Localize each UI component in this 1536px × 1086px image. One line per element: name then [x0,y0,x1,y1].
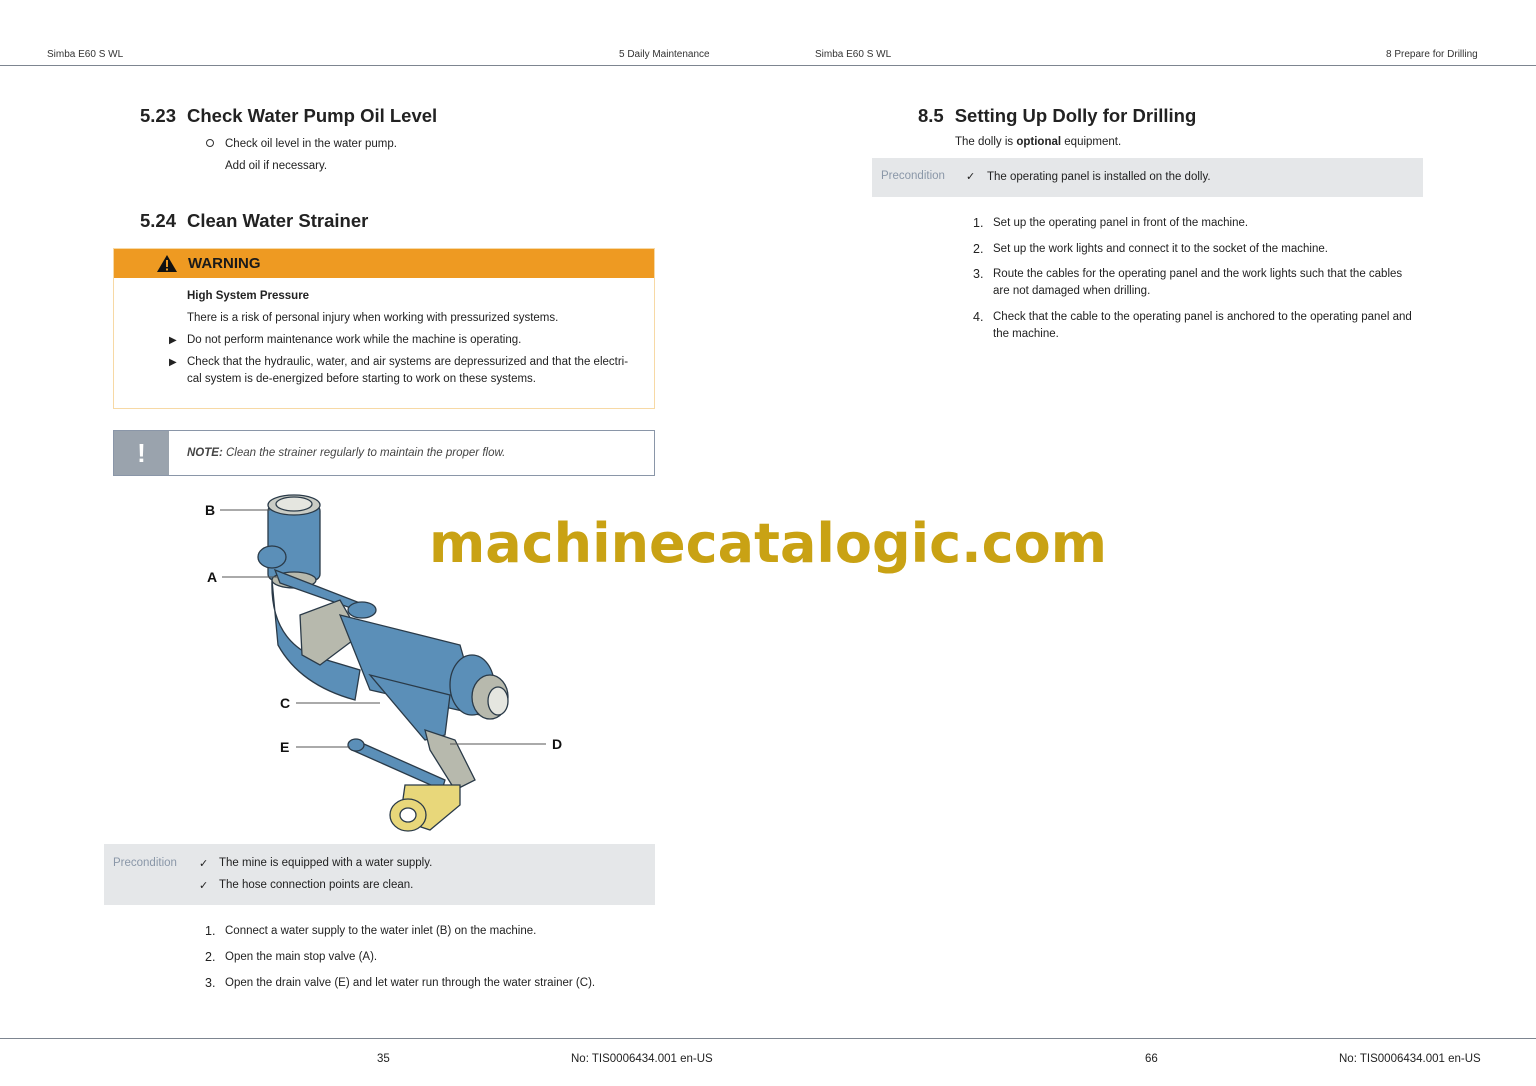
precondition-label: Precondition [881,170,945,182]
precondition-item: The operating panel is installed on the dolly. [987,171,1211,183]
step-number: 2. [205,950,216,964]
figure-label-c: C [280,695,291,711]
page-number: 35 [377,1053,390,1065]
section-title: 5.23 Check Water Pump Oil Level [140,105,438,126]
step-text: Check that the cable to the operating panel is anchored to the operating panel and [993,311,1412,323]
step-text: Set up the work lights and connect it to the socket of the machine. [993,243,1328,255]
doc-number: No: TIS0006434.001 en-US [571,1053,713,1065]
warning-bullet: Check that the hydraulic, water, and air systems are depressurized and that the electri- [187,356,629,368]
step-circle-icon [206,139,214,147]
step-number: 3. [205,976,216,990]
step-subtext: Add oil if necessary. [225,160,328,172]
step-number: 1. [973,216,984,230]
header-left: Simba E60 S WL [47,49,124,60]
step-number: 2. [973,242,984,256]
figure-label-a: A [207,569,218,585]
precondition-box [872,158,1423,197]
header-chapter: 8 Prepare for Drilling [1386,49,1478,60]
warning-text: There is a risk of personal injury when working with pressurized systems. [187,312,559,324]
bullet-arrow-icon: ▶ [169,357,177,368]
step-text: Check oil level in the water pump. [225,138,397,150]
step-number: 4. [973,310,984,324]
warning-triangle-icon [156,254,178,273]
exclamation-icon: ! [114,431,169,475]
warning-box [113,248,655,409]
watermark: machinecatalogic.com [428,512,1108,575]
warning-title: WARNING [188,255,261,272]
precondition-item: The hose connection points are clean. [219,879,414,891]
bullet-arrow-icon: ▶ [169,335,177,346]
figure-label-b: B [205,502,216,518]
warning-bullet: Do not perform maintenance work while the machine is operating. [187,334,522,346]
warning-subtitle: High System Pressure [187,290,310,302]
precondition-item: The mine is equipped with a water supply. [219,857,433,869]
step-number: 3. [973,267,984,281]
figure-label-d: D [552,736,563,752]
note-box [113,430,655,476]
header-divider [0,65,1536,66]
note-label: NOTE: [187,447,223,459]
note-text: Clean the strainer regularly to maintain the proper flow. [225,447,506,459]
step-text: Open the drain valve (E) and let water run through the water strainer (C). [225,977,596,989]
step-text-cont: the machine. [993,328,1059,340]
step-text: Open the main stop valve (A). [225,951,378,963]
step-text-cont: are not damaged when drilling. [993,285,1151,297]
intro-text: The dolly is optional equipment. [955,136,1122,148]
warning-bullet-cont: cal system is de-energized before starting to work on these systems. [187,373,536,385]
step-text: Connect a water supply to the water inlet (B) on the machine. [225,925,537,937]
precondition-box [104,844,655,905]
precondition-label: Precondition [113,857,177,869]
header-chapter: 5 Daily Maintenance [619,49,710,60]
check-icon: ✓ [966,171,976,183]
check-icon: ✓ [199,858,209,870]
section-title: 5.24 Clean Water Strainer [140,210,369,231]
step-text: Set up the operating panel in front of the machine. [993,217,1249,229]
check-icon: ✓ [199,880,209,892]
doc-number: No: TIS0006434.001 en-US [1339,1053,1481,1065]
header-left: Simba E60 S WL [815,49,892,60]
section-title: 8.5 Setting Up Dolly for Drilling [918,105,1197,126]
step-number: 1. [205,924,216,938]
footer-divider [0,1038,1536,1039]
step-text: Route the cables for the operating panel and the work lights such that the cables [993,268,1403,280]
figure-label-e: E [280,739,290,755]
page-number: 66 [1145,1053,1158,1065]
